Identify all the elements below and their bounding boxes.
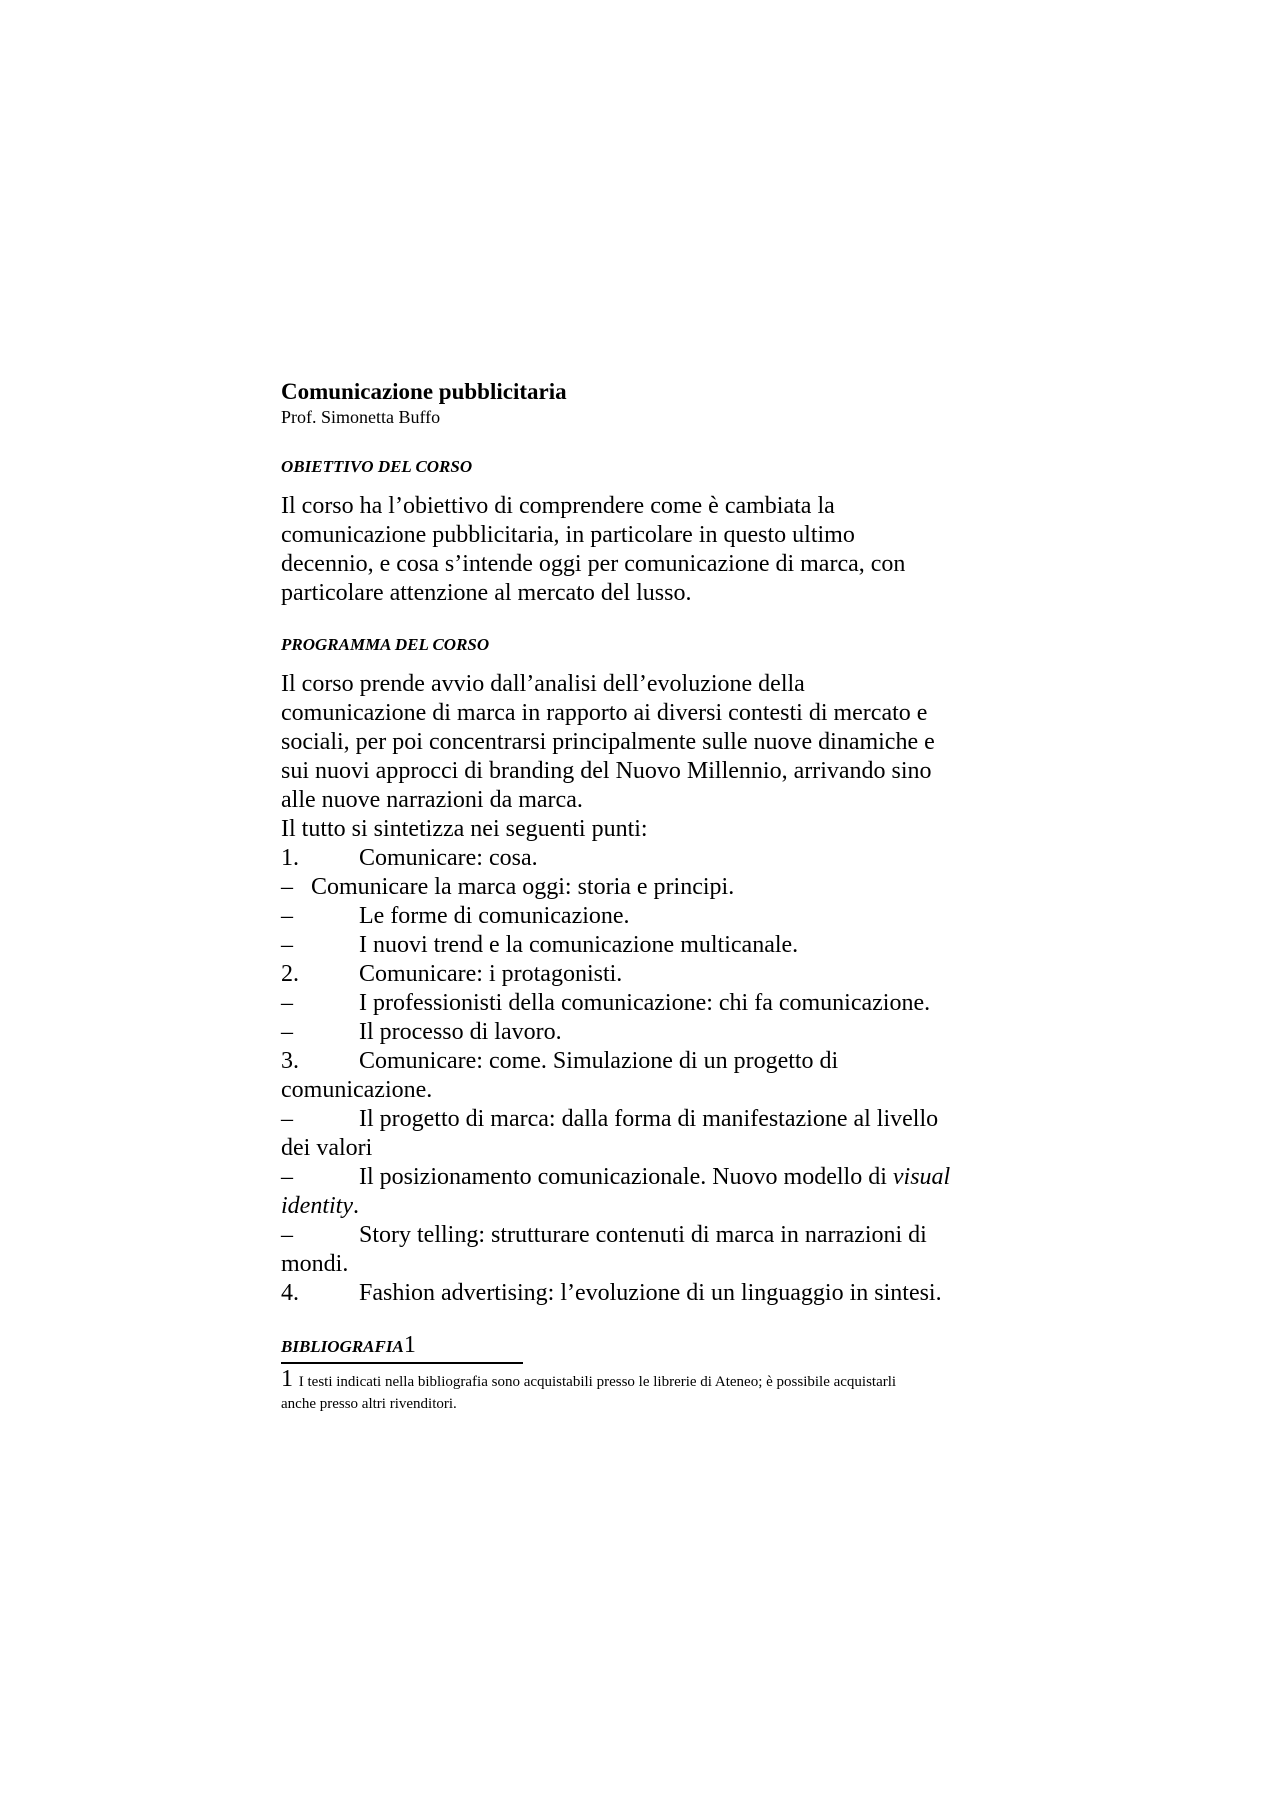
- programme-intro-line: Il tutto si sintetizza nei seguenti punti:: [281, 816, 648, 842]
- document-title: Comunicazione pubblicitaria: [281, 379, 567, 404]
- author-name: Prof. Simonetta Buffo: [281, 407, 441, 427]
- footnote-number: 1: [281, 1366, 293, 1392]
- list-item-italic-text: identity: [281, 1193, 353, 1219]
- list-item-continuation: [281, 1192, 1021, 1221]
- list-item: [281, 844, 1021, 873]
- programme-heading: PROGRAMMA DEL CORSO: [281, 635, 490, 654]
- list-item: [281, 931, 1021, 960]
- list-marker: 4.: [281, 1280, 299, 1306]
- footnote-line: anche presso altri rivenditori.: [281, 1396, 457, 1412]
- list-item-text: Fashion advertising: l’evoluzione di un linguaggio in sintesi.: [359, 1280, 942, 1306]
- programme-intro-line: comunicazione di marca in rapporto ai diversi contesti di mercato e: [281, 700, 928, 726]
- bibliography-heading-row: [281, 1334, 1021, 1358]
- footnote-reference: 1: [403, 1332, 416, 1358]
- list-marker: –: [281, 1164, 293, 1190]
- list-marker: –: [281, 932, 293, 958]
- list-item: [281, 1221, 1021, 1279]
- list-marker: 1.: [281, 845, 299, 871]
- list-item-text: Comunicare: cosa.: [359, 845, 538, 871]
- list-item-text: Il posizionamento comunicazionale. Nuovo modello di: [359, 1164, 893, 1190]
- list-marker: 2.: [281, 961, 299, 987]
- list-item-punctuation: .: [352, 1193, 359, 1219]
- list-item-text: Comunicare: i protagonisti.: [359, 961, 623, 987]
- footnote-separator: [281, 1362, 523, 1364]
- programme-intro-line: sociali, per poi concentrarsi principalmente sulle nuove dinamiche e: [281, 729, 935, 755]
- list-item: [281, 960, 1021, 989]
- list-item: [281, 989, 1021, 1018]
- list-item-continuation: mondi.: [281, 1251, 349, 1277]
- programme-intro-line: Il corso prende avvio dall’analisi dell’evoluzione della: [281, 671, 805, 697]
- list-item-italic-text: visual: [892, 1164, 951, 1190]
- list-item: [281, 873, 1021, 902]
- list-item-continuation: comunicazione.: [281, 1077, 433, 1103]
- objective-line: particolare attenzione al mercato del lusso.: [281, 580, 692, 606]
- list-item-continuation: dei valori: [281, 1135, 373, 1161]
- list-marker: –: [281, 903, 293, 929]
- programme-section: [281, 670, 1021, 1308]
- programme-intro-line: alle nuove narrazioni da marca.: [281, 787, 583, 813]
- objective-heading: OBIETTIVO DEL CORSO: [281, 457, 473, 476]
- list-item-text: I nuovi trend e la comunicazione multicanale.: [359, 932, 799, 958]
- list-item-text: Le forme di comunicazione.: [359, 903, 630, 929]
- list-marker: 3.: [281, 1048, 299, 1074]
- list-item-text: I professionisti della comunicazione: chi fa comunicazione.: [359, 990, 931, 1016]
- list-marker: –: [281, 1222, 293, 1248]
- objective-paragraph: [281, 492, 1021, 608]
- list-item: [281, 1018, 1021, 1047]
- footnote: [281, 1368, 1021, 1415]
- list-marker: –: [281, 874, 293, 900]
- list-item: [281, 1163, 1021, 1221]
- list-item-text: Comunicare la marca oggi: storia e principi.: [311, 874, 735, 900]
- list-marker: –: [281, 1019, 293, 1045]
- list-item: [281, 1105, 1021, 1163]
- list-item: [281, 902, 1021, 931]
- programme-intro-line: sui nuovi approcci di branding del Nuovo Millennio, arrivando sino: [281, 758, 932, 784]
- list-item-text: Il progetto di marca: dalla forma di manifestazione al livello: [359, 1106, 939, 1132]
- list-item-text: Il processo di lavoro.: [359, 1019, 562, 1045]
- footnote-line: I testi indicati nella bibliografia sono acquistabili presso le librerie di Ateneo; è possibile acquistarli: [298, 1374, 897, 1390]
- objective-line: Il corso ha l’obiettivo di comprendere come è cambiata la: [281, 493, 835, 519]
- list-item: [281, 1047, 1021, 1105]
- document-page: [281, 378, 1021, 1415]
- list-item: [281, 1279, 1021, 1308]
- objective-line: comunicazione pubblicitaria, in particolare in questo ultimo: [281, 522, 855, 548]
- bibliography-heading: BIBLIOGRAFIA: [281, 1337, 404, 1356]
- list-item-text: Comunicare: come. Simulazione di un progetto di: [359, 1048, 839, 1074]
- list-marker: –: [281, 990, 293, 1016]
- objective-line: decennio, e cosa s’intende oggi per comunicazione di marca, con: [281, 551, 906, 577]
- list-marker: –: [281, 1106, 293, 1132]
- list-item-text: Story telling: strutturare contenuti di marca in narrazioni di: [359, 1222, 927, 1248]
